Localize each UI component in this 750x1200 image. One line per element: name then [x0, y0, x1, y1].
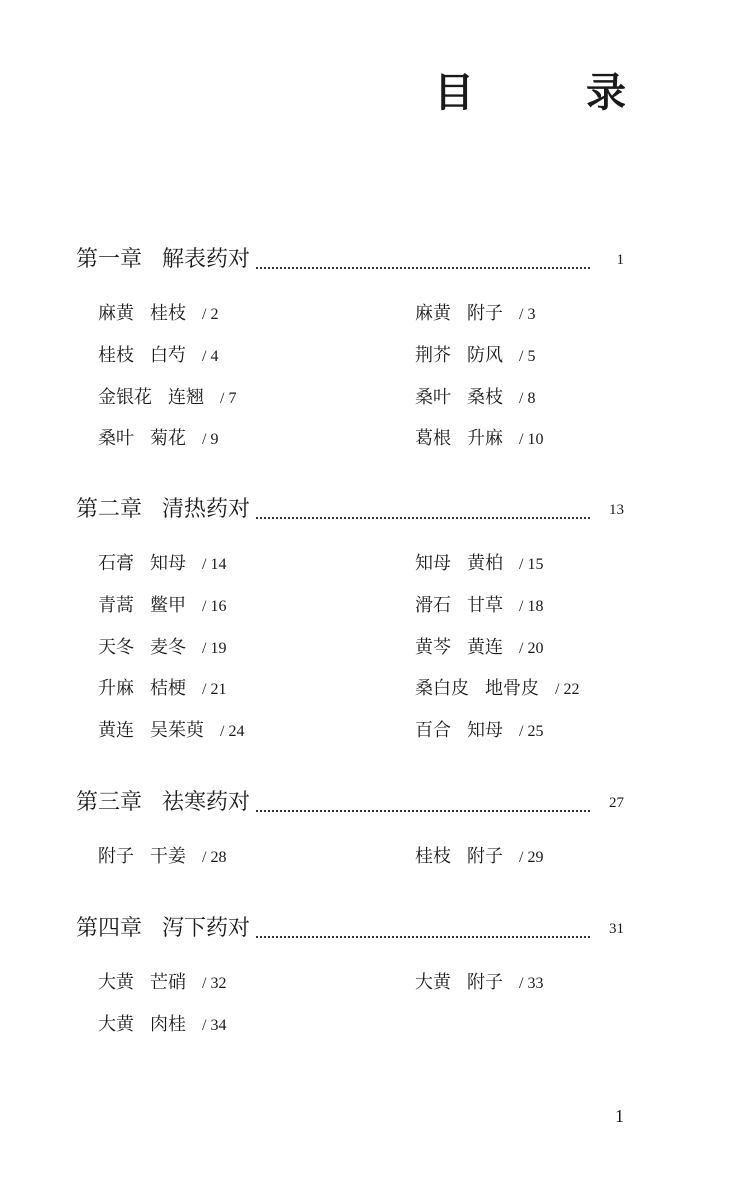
entry-page-number: / 3 [519, 306, 536, 323]
herb-name-second: 甘草 [467, 594, 503, 616]
herb-name-first: 青蒿 [98, 594, 134, 616]
herb-name-second: 桔梗 [150, 678, 186, 700]
herb-name-second: 附子 [467, 972, 503, 993]
herb-name-second: 防风 [467, 344, 503, 366]
toc-entry[interactable] [415, 301, 535, 328]
entry-page-number: / 10 [519, 431, 544, 449]
chapter-title [76, 786, 252, 820]
chapter-number: 第二章 [76, 497, 143, 522]
toc-entry[interactable] [98, 1012, 226, 1039]
toc-entry[interactable] [415, 970, 543, 997]
herb-name-second: 吴茱萸 [150, 720, 204, 742]
herb-name-first: 荆芥 [415, 344, 451, 366]
toc-entry[interactable] [415, 385, 535, 412]
chapter-heading[interactable] [76, 912, 624, 946]
toc-entry[interactable] [98, 426, 218, 453]
entry-page-number: / 18 [519, 597, 544, 615]
toc-entry[interactable] [98, 718, 244, 745]
entry-page-number: / 8 [519, 389, 536, 407]
chapter-heading[interactable] [76, 243, 624, 277]
herb-name-second: 黄柏 [467, 553, 503, 574]
herb-name-second: 白芍 [150, 344, 186, 366]
entry-page-number: / 7 [220, 389, 237, 407]
chapter-heading[interactable] [76, 493, 624, 527]
herb-name-first: 金银花 [98, 386, 152, 408]
herb-name-second: 附子 [467, 846, 503, 867]
herb-name-second: 升麻 [467, 428, 503, 450]
toc-entry[interactable] [98, 844, 226, 871]
entry-page-number: / 25 [519, 723, 544, 741]
entry-page-number: / 33 [519, 975, 544, 992]
dot-leader [256, 267, 590, 269]
chapter-number: 第三章 [76, 790, 143, 815]
entry-page-number: / 34 [202, 1016, 227, 1034]
herb-name-second: 附子 [467, 303, 503, 324]
entry-page-number: / 5 [519, 347, 536, 365]
chapter-title [76, 243, 252, 277]
herb-name-second: 桑枝 [467, 386, 503, 408]
chapter-number: 第四章 [76, 916, 143, 941]
entry-page-number: / 15 [519, 556, 544, 573]
herb-name-second: 麦冬 [150, 636, 186, 658]
toc-entry[interactable] [98, 593, 226, 620]
dot-leader [256, 517, 590, 519]
herb-name-second: 黄连 [467, 636, 503, 658]
herb-name-second: 芒硝 [150, 972, 186, 993]
herb-name-first: 滑石 [415, 594, 451, 616]
herb-name-second: 肉桂 [150, 1013, 186, 1035]
chapter-page-number: 1 [616, 252, 624, 268]
herb-name-first: 石膏 [98, 553, 134, 574]
entry-page-number: / 20 [519, 639, 544, 657]
herb-name-second: 菊花 [150, 428, 186, 450]
toc-entry[interactable] [415, 343, 535, 370]
entry-page-number: / 32 [202, 975, 227, 992]
chapter-number: 第一章 [76, 247, 143, 272]
herb-name-second: 干姜 [150, 846, 186, 867]
entry-page-number: / 24 [220, 723, 245, 741]
herb-name-first: 大黄 [98, 1013, 134, 1035]
page-number: 1 [615, 1106, 624, 1126]
herb-name-first: 麻黄 [98, 303, 134, 324]
herb-name-first: 知母 [415, 553, 451, 574]
herb-name-first: 麻黄 [415, 303, 451, 324]
herb-name-first: 葛根 [415, 428, 451, 450]
chapter-page-number: 13 [609, 502, 624, 518]
herb-name-second: 知母 [150, 553, 186, 574]
entry-page-number: / 22 [555, 681, 580, 699]
herb-name-first: 桑叶 [415, 386, 451, 408]
herb-name-first: 百合 [415, 720, 451, 742]
herb-name-first: 天冬 [98, 636, 134, 658]
herb-name-second: 知母 [467, 720, 503, 742]
herb-name-second: 地骨皮 [485, 678, 539, 700]
herb-name-second: 桂枝 [150, 303, 186, 324]
toc-entry[interactable] [98, 551, 226, 578]
toc-entry[interactable] [415, 676, 579, 703]
herb-name-first: 黄芩 [415, 636, 451, 658]
herb-name-first: 大黄 [415, 972, 451, 993]
entry-page-number: / 19 [202, 639, 227, 657]
herb-name-first: 附子 [98, 846, 134, 867]
herb-name-second: 连翘 [168, 386, 204, 408]
herb-name-first: 黄连 [98, 720, 134, 742]
toc-entry[interactable] [98, 970, 226, 997]
entry-page-number: / 29 [519, 849, 544, 866]
toc-entry[interactable] [415, 426, 543, 453]
toc-entry[interactable] [98, 385, 236, 412]
chapter-title [76, 493, 252, 527]
chapter-name: 泻下药对 [162, 916, 251, 941]
page-title: 目 录 [434, 69, 662, 116]
chapter-page-number: 31 [609, 921, 624, 937]
toc-entry[interactable] [415, 551, 543, 578]
chapter-name: 清热药对 [162, 497, 251, 522]
entry-page-number: / 2 [202, 306, 219, 323]
herb-name-first: 桂枝 [415, 846, 451, 867]
toc-entry[interactable] [415, 635, 543, 662]
chapter-title [76, 912, 252, 946]
chapter-heading[interactable] [76, 786, 624, 820]
entry-page-number: / 4 [202, 347, 219, 365]
toc-entry[interactable] [415, 718, 543, 745]
dot-leader [256, 810, 590, 812]
toc-entry[interactable] [98, 676, 226, 703]
chapter-name: 解表药对 [162, 247, 251, 272]
toc-entry[interactable] [98, 343, 218, 370]
herb-name-first: 桂枝 [98, 344, 134, 366]
herb-name-first: 升麻 [98, 678, 134, 700]
herb-name-first: 桑叶 [98, 428, 134, 450]
toc-entry[interactable] [415, 844, 543, 871]
entry-page-number: / 16 [202, 597, 227, 615]
chapter-page-number: 27 [609, 795, 624, 811]
dot-leader [256, 936, 590, 938]
entry-page-number: / 21 [202, 681, 227, 699]
toc-entry[interactable] [415, 593, 543, 620]
herb-name-first: 桑白皮 [415, 678, 469, 700]
entry-page-number: / 14 [202, 556, 227, 573]
entry-page-number: / 28 [202, 849, 227, 866]
entry-page-number: / 9 [202, 431, 219, 449]
chapter-name: 祛寒药对 [162, 790, 251, 815]
toc-entry[interactable] [98, 635, 226, 662]
herb-name-first: 大黄 [98, 972, 134, 993]
toc-entry[interactable] [98, 301, 218, 328]
herb-name-second: 鳖甲 [150, 594, 186, 616]
